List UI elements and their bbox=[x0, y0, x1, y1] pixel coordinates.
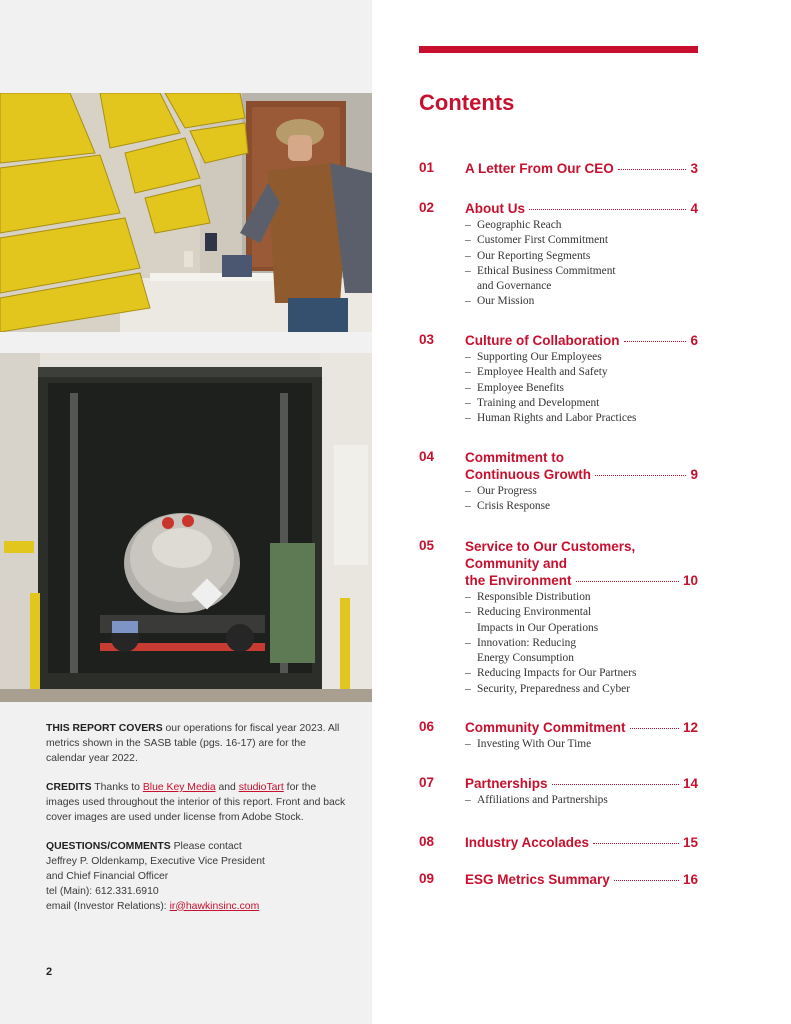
toc-page-number: 15 bbox=[682, 835, 698, 850]
contact-email-label: email (Investor Relations): bbox=[46, 900, 170, 912]
dash-bullet: – bbox=[465, 366, 471, 379]
dash-bullet: – bbox=[465, 738, 471, 750]
dot-leader bbox=[614, 880, 679, 881]
toc-heading[interactable] bbox=[465, 332, 698, 349]
toc-subitem[interactable] bbox=[465, 605, 698, 620]
toc-subitem-text: Our Progress bbox=[477, 485, 537, 497]
toc-page-number: 16 bbox=[682, 872, 698, 887]
toc-subitem[interactable] bbox=[465, 396, 698, 411]
toc-heading[interactable] bbox=[465, 834, 698, 851]
dash-bullet: – bbox=[465, 381, 471, 394]
toc-page-number: 4 bbox=[690, 201, 698, 216]
toc-heading-text: Commitment to bbox=[465, 450, 564, 465]
toc-heading[interactable] bbox=[465, 719, 698, 736]
toc-subitem-text: Responsible Distribution bbox=[477, 591, 591, 603]
dash-bullet: – bbox=[465, 606, 471, 619]
studiotart-link[interactable]: studioTart bbox=[238, 782, 284, 794]
toc-subitem[interactable] bbox=[465, 737, 698, 752]
toc-heading-text: Service to Our Customers, bbox=[465, 539, 636, 554]
toc-heading-text: ESG Metrics Summary bbox=[465, 872, 610, 887]
toc-number: 04 bbox=[419, 449, 435, 464]
toc-subitem[interactable] bbox=[465, 499, 698, 514]
toc-number: 02 bbox=[419, 200, 435, 215]
toc-subitem-text: Crisis Response bbox=[477, 500, 551, 513]
toc-subitem-text: Investing With Our Time bbox=[477, 738, 592, 750]
toc-subitem[interactable] bbox=[465, 666, 698, 681]
toc-subitem-text: Employee Benefits bbox=[477, 381, 564, 394]
toc-subitem[interactable] bbox=[465, 682, 698, 697]
dash-bullet: – bbox=[465, 636, 471, 649]
blue-key-media-link[interactable]: Blue Key Media bbox=[142, 782, 216, 794]
toc-subitem[interactable] bbox=[465, 590, 698, 605]
toc-number: 01 bbox=[419, 160, 435, 175]
contents-title: Contents bbox=[419, 90, 515, 115]
tanker-truck-photo bbox=[0, 353, 372, 702]
toc-number: 03 bbox=[419, 332, 435, 347]
toc-number: 07 bbox=[419, 775, 435, 790]
toc-subitem-text: Employee Health and Safety bbox=[477, 366, 608, 379]
toc-subitem-text: Supporting Our Employees bbox=[477, 351, 602, 363]
toc-subitems bbox=[465, 590, 698, 697]
toc-subitem[interactable] bbox=[465, 264, 698, 279]
toc-subitem[interactable] bbox=[465, 233, 698, 248]
toc-subitem[interactable] bbox=[465, 279, 698, 294]
contact-email-link[interactable]: ir@hawkinsinc.com bbox=[169, 900, 260, 912]
dot-leader bbox=[576, 581, 679, 582]
toc-subitem[interactable] bbox=[465, 350, 698, 365]
toc-subitem[interactable] bbox=[465, 793, 698, 808]
toc-subitem[interactable] bbox=[465, 294, 698, 309]
questions-note bbox=[46, 840, 346, 914]
dash-bullet: – bbox=[465, 667, 471, 680]
toc-subitem-text: Ethical Business Commitment bbox=[477, 264, 616, 277]
questions-text: Please contact bbox=[170, 841, 242, 853]
toc-page-number: 6 bbox=[690, 333, 698, 348]
toc-number: 08 bbox=[419, 834, 435, 849]
toc-page-number: 10 bbox=[682, 573, 698, 588]
credits-note bbox=[46, 781, 346, 825]
toc-subitem[interactable] bbox=[465, 411, 698, 426]
toc-subitem-text: Human Rights and Labor Practices bbox=[477, 412, 637, 425]
toc-subitem[interactable] bbox=[465, 249, 698, 264]
dash-bullet: – bbox=[465, 219, 471, 231]
dash-bullet: – bbox=[465, 396, 471, 409]
contact-title: and Chief Financial Officer bbox=[46, 870, 169, 882]
accent-rule bbox=[419, 46, 698, 53]
credits-label: CREDITS bbox=[46, 782, 92, 794]
dash-bullet: – bbox=[465, 794, 471, 806]
dot-leader bbox=[618, 169, 687, 170]
toc-subitem-text: Geographic Reach bbox=[477, 219, 562, 231]
report-notes bbox=[46, 722, 346, 929]
toc-subitem-text: Our Reporting Segments bbox=[477, 249, 591, 262]
questions-label: QUESTIONS/COMMENTS bbox=[46, 841, 171, 853]
dash-bullet: – bbox=[465, 295, 471, 308]
credits-text: and bbox=[215, 782, 239, 794]
credits-text: for the images used throughout the interior of this report. Front and back cover images are used under license from Adobe Stock. bbox=[46, 782, 346, 823]
toc-page-number: 12 bbox=[682, 720, 698, 735]
report-covers-text: our operations for fiscal year 2023. All metrics shown in the SASB table (pgs. 16-17) are for the calendar year 2022. bbox=[46, 723, 340, 764]
toc-heading[interactable] bbox=[465, 538, 698, 589]
toc-subitems bbox=[465, 484, 698, 515]
toc-subitem-text: Energy Consumption bbox=[477, 652, 574, 665]
toc-number: 06 bbox=[419, 719, 435, 734]
toc-subitem-text: Reducing Environmental bbox=[477, 606, 592, 619]
toc-subitems bbox=[465, 793, 698, 808]
dash-bullet: – bbox=[465, 234, 471, 247]
toc-page-number: 3 bbox=[690, 161, 698, 176]
dash-bullet: – bbox=[465, 485, 471, 497]
dash-bullet: – bbox=[465, 682, 471, 695]
toc-heading-text: Continuous Growth bbox=[465, 467, 591, 482]
toc-subitem-text: Our Mission bbox=[477, 295, 535, 308]
toc-subitems bbox=[465, 737, 698, 752]
dot-leader bbox=[552, 784, 679, 785]
toc-heading-text: Partnerships bbox=[465, 776, 548, 791]
toc-subitem-text: Innovation: Reducing bbox=[477, 636, 577, 649]
toc-heading-text: the Environment bbox=[465, 573, 572, 588]
toc-heading[interactable] bbox=[465, 449, 698, 483]
toc-number: 09 bbox=[419, 871, 435, 886]
toc-subitem[interactable] bbox=[465, 484, 698, 499]
dot-leader bbox=[624, 341, 687, 342]
dot-leader bbox=[529, 209, 686, 210]
toc-subitem[interactable] bbox=[465, 651, 698, 666]
worker-photo bbox=[0, 93, 372, 332]
toc-heading-text: A Letter From Our CEO bbox=[465, 161, 614, 176]
toc-heading-text: Community and bbox=[465, 556, 568, 571]
report-covers-note bbox=[46, 722, 346, 766]
toc-heading-text: Industry Accolades bbox=[465, 835, 590, 850]
dot-leader bbox=[593, 843, 679, 844]
toc-subitem-text: Reducing Impacts for Our Partners bbox=[477, 667, 637, 680]
toc-subitem-text: Impacts in Our Operations bbox=[477, 621, 599, 634]
toc-heading-text: Community Commitment bbox=[465, 720, 626, 735]
dot-leader bbox=[595, 475, 687, 476]
dot-leader bbox=[630, 728, 679, 729]
contact-tel: tel (Main): 612.331.6910 bbox=[46, 885, 159, 897]
toc-heading[interactable] bbox=[465, 775, 698, 792]
report-covers-label: THIS REPORT COVERS bbox=[46, 723, 163, 734]
contact-name: Jeffrey P. Oldenkamp, Executive Vice President bbox=[46, 856, 265, 868]
toc-page-number: 14 bbox=[682, 776, 698, 791]
toc-heading[interactable] bbox=[465, 871, 698, 888]
toc-subitems bbox=[465, 350, 698, 426]
dash-bullet: – bbox=[465, 249, 471, 262]
toc-subitem-text: Customer First Commitment bbox=[477, 234, 608, 247]
toc-number: 05 bbox=[419, 538, 435, 553]
toc-subitem[interactable] bbox=[465, 636, 698, 651]
toc-subitems bbox=[465, 218, 698, 310]
credits-text: Thanks to bbox=[91, 782, 143, 794]
toc-subitem[interactable] bbox=[465, 218, 698, 233]
toc-subitem[interactable] bbox=[465, 621, 698, 636]
dash-bullet: – bbox=[465, 351, 471, 363]
toc-subitem-text: Affiliations and Partnerships bbox=[477, 794, 608, 806]
toc-heading[interactable] bbox=[465, 160, 698, 177]
toc-heading[interactable] bbox=[465, 200, 698, 217]
dash-bullet: – bbox=[465, 264, 471, 277]
page-number: 2 bbox=[46, 966, 53, 978]
dash-bullet: – bbox=[465, 500, 471, 513]
toc-subitem[interactable] bbox=[465, 381, 698, 396]
toc-subitem-text: Training and Development bbox=[477, 396, 600, 409]
dash-bullet: – bbox=[465, 412, 471, 425]
toc-subitem-text: Security, Preparedness and Cyber bbox=[477, 682, 630, 695]
dash-bullet: – bbox=[465, 591, 471, 603]
toc-heading-text: Culture of Collaboration bbox=[465, 333, 620, 348]
toc-subitem[interactable] bbox=[465, 365, 698, 380]
toc-heading-text: About Us bbox=[465, 201, 525, 216]
toc-page-number: 9 bbox=[690, 467, 698, 482]
toc-subitem-text: and Governance bbox=[477, 280, 552, 293]
